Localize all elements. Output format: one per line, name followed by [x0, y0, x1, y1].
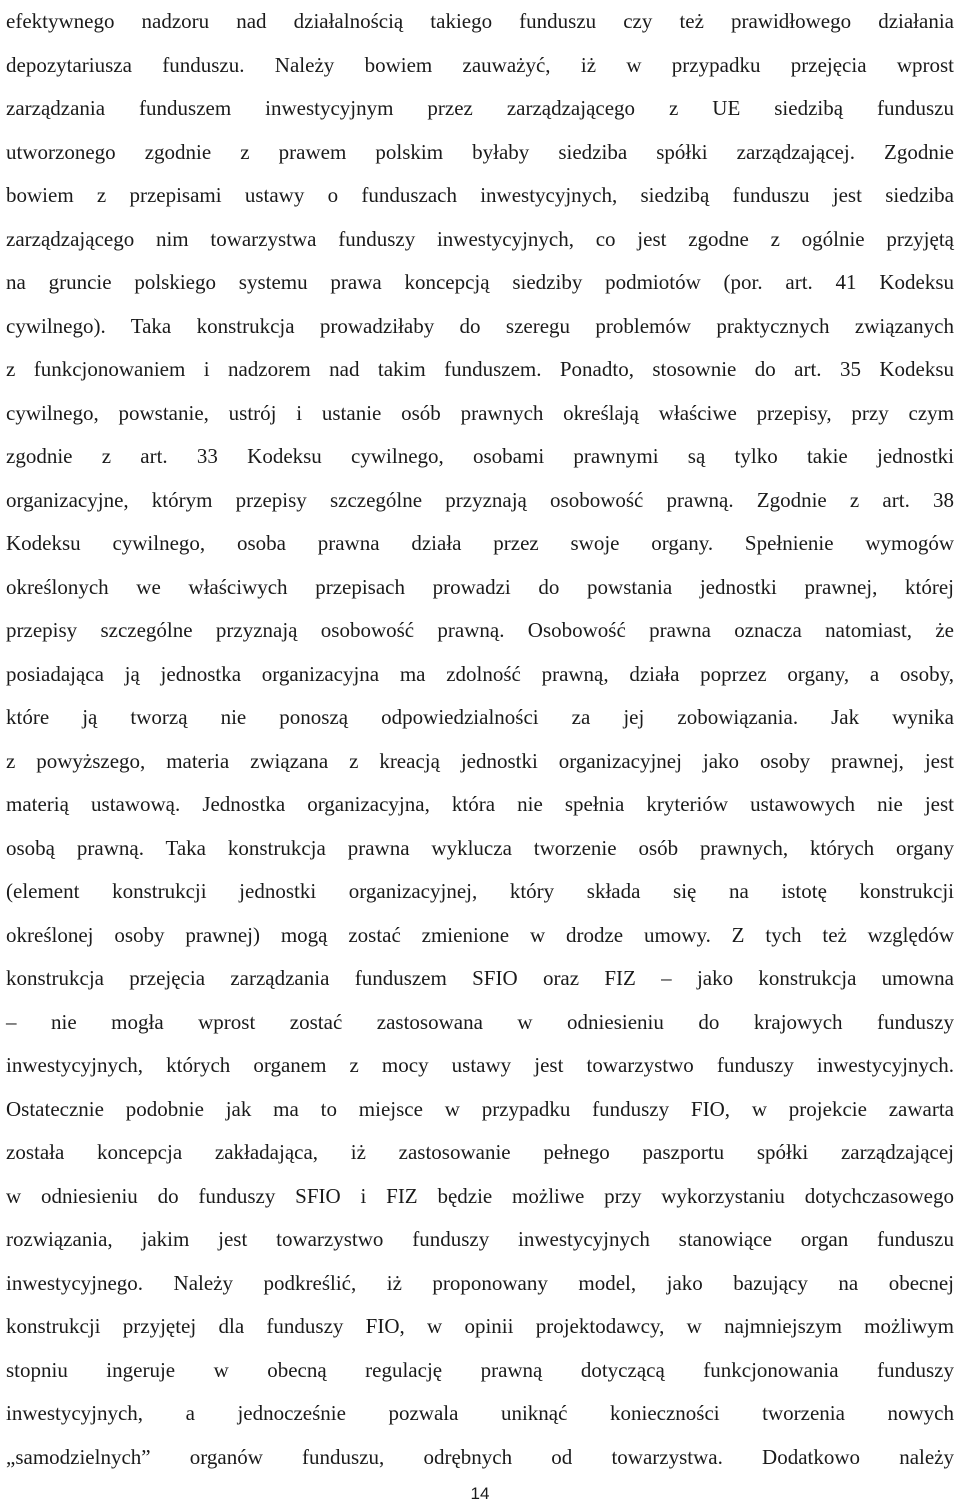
- text-line: depozytariusza funduszu. Należy bowiem zauważyć, iż w przypadku przejęcia wprost: [6, 52, 954, 77]
- text-line: w odniesieniu do funduszy SFIO i FIZ będzie możliwe przy wykorzystaniu dotychczasowego: [6, 1183, 954, 1208]
- text-line: inwestycyjnych, których organem z mocy ustawy jest towarzystwo funduszy inwestycyjnych.: [6, 1053, 954, 1077]
- text-line: które ją tworzą nie ponoszą odpowiedzialności za jej zobowiązania. Jak wynika: [6, 705, 954, 729]
- text-line: określonych we właściwych przepisach prowadzi do powstania jednostki prawnej, której: [6, 574, 954, 599]
- text-line: – nie mogła wprost zostać zastosowana w odniesieniu do krajowych funduszy: [6, 1009, 954, 1034]
- text-line: zgodnie z art. 33 Kodeksu cywilnego, osobami prawnymi są tylko takie jednostki: [6, 444, 954, 468]
- text-line: cywilnego, powstanie, ustrój i ustanie osób prawnych określają właściwe przepisy, przy czym: [6, 400, 954, 425]
- text-line: organizacyjne, którym przepisy szczególne przyznają osobowość prawną. Zgodnie z art. 38: [6, 487, 954, 512]
- text-line: efektywnego nadzoru nad działalnością takiego funduszu czy też prawidłowego działania: [6, 9, 954, 33]
- text-line: została koncepcja zakładająca, iż zastosowanie pełnego paszportu spółki zarządzającej: [6, 1140, 954, 1164]
- text-line: inwestycyjnych, a jednocześnie pozwala uniknąć konieczności tworzenia nowych: [6, 1401, 954, 1425]
- text-line: rozwiązania, jakim jest towarzystwo funduszy inwestycyjnych stanowiące organ funduszu: [6, 1227, 954, 1251]
- text-line: na gruncie polskiego systemu prawa koncepcją siedziby podmiotów (por. art. 41 Kodeksu: [6, 270, 954, 294]
- page-number: 14: [470, 1484, 490, 1503]
- text-line: osobą prawną. Taka konstrukcja prawna wyklucza tworzenie osób prawnych, których organy: [6, 835, 954, 860]
- text-line: utworzonego zgodnie z prawem polskim byłaby siedziba spółki zarządzającej. Zgodnie: [6, 139, 954, 164]
- text-line: zarządzającego nim towarzystwa funduszy inwestycyjnych, co jest zgodne z ogólnie przyjętą: [6, 226, 954, 251]
- text-line: zarządzania funduszem inwestycyjnym przez zarządzającego z UE siedzibą funduszu: [6, 96, 954, 120]
- text-line: „samodzielnych” organów funduszu, odrębnych od towarzystwa. Dodatkowo należy: [6, 1444, 954, 1469]
- text-line: z powyższego, materia związana z kreacją jednostki organizacyjnej jako osoby prawnej, jest: [6, 748, 954, 773]
- text-line: materią ustawową. Jednostka organizacyjna, która nie spełnia kryteriów ustawowych nie jest: [6, 792, 954, 816]
- text-line: bowiem z przepisami ustawy o funduszach inwestycyjnych, siedzibą funduszu jest siedziba: [6, 183, 954, 207]
- text-line: przepisy szczególne przyznają osobowość prawną. Osobowość prawna oznacza natomiast, że: [6, 618, 954, 642]
- text-line: cywilnego). Taka konstrukcja prowadziłaby do szeregu problemów praktycznych związanych: [6, 313, 954, 338]
- body-paragraph: [6, 0, 954, 1479]
- text-line: Ostatecznie podobnie jak ma to miejsce w przypadku funduszy FIO, w projekcie zawarta: [6, 1096, 954, 1121]
- text-line: określonej osoby prawnej) mogą zostać zmienione w drodze umowy. Z tych też względów: [6, 922, 954, 947]
- text-line: (element konstrukcji jednostki organizacyjnej, który składa się na istotę konstrukcji: [6, 879, 954, 903]
- text-line: posiadająca ją jednostka organizacyjna ma zdolność prawną, działa poprzez organy, a osoby,: [6, 661, 954, 686]
- text-line: z funkcjonowaniem i nadzorem nad takim funduszem. Ponadto, stosownie do art. 35 Kodeksu: [6, 357, 954, 381]
- text-line: konstrukcja przejęcia zarządzania funduszem SFIO oraz FIZ – jako konstrukcja umowna: [6, 966, 954, 990]
- text-line: konstrukcji przyjętej dla funduszy FIO, w opinii projektodawcy, w najmniejszym możliwym: [6, 1314, 954, 1338]
- text-line: Kodeksu cywilnego, osoba prawna działa przez swoje organy. Spełnienie wymogów: [6, 531, 954, 555]
- text-line: stopniu ingeruje w obecną regulację prawną dotyczącą funkcjonowania funduszy: [6, 1357, 954, 1382]
- text-line: inwestycyjnego. Należy podkreślić, iż proponowany model, jako bazujący na obecnej: [6, 1270, 954, 1295]
